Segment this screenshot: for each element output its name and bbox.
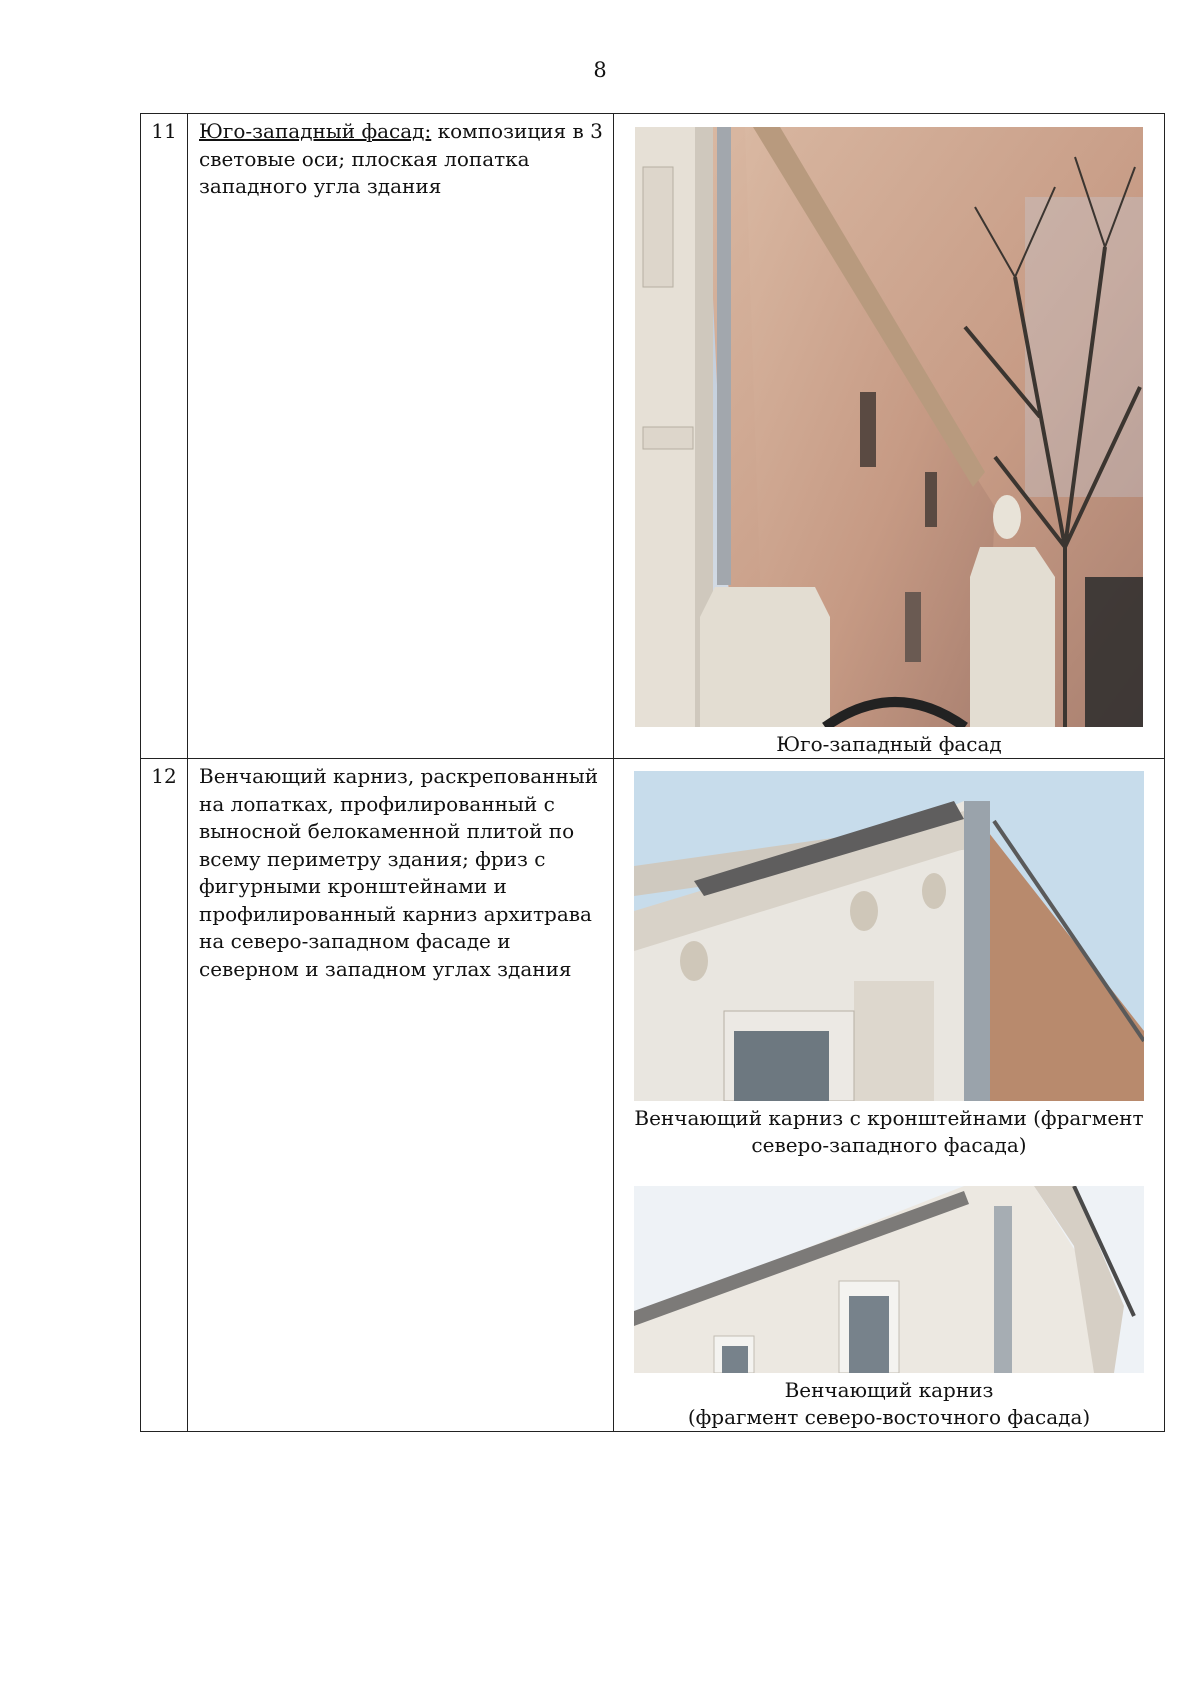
photo-southwest-facade [635, 127, 1143, 727]
page-number: 8 [593, 58, 607, 82]
photo-caption: Венчающий карниз с кронштейнами (фрагмент северо-западного фасада) [634, 1106, 1144, 1157]
photo-caption: Юго-западный фасад [776, 732, 1002, 756]
photo-cell [614, 114, 1165, 759]
facade-title: Юго-западный фасад: [199, 119, 432, 143]
photo-caption-line: (фрагмент северо-восточного фасада) [687, 1405, 1091, 1429]
object-table [140, 113, 1165, 1432]
photo-cell [614, 759, 1165, 1432]
photo-cornice-northeast [634, 1186, 1144, 1373]
row-number: 11 [141, 114, 188, 759]
photo-cornice-northwest [634, 771, 1144, 1101]
row-number: 12 [141, 759, 188, 1432]
table-row [141, 114, 1165, 759]
photo-caption-line: Венчающий карниз [784, 1378, 994, 1402]
table-row [141, 759, 1165, 1432]
row-description [188, 114, 614, 759]
photo-caption [614, 1377, 1164, 1431]
facade-description: композиция в 3 световые оси; плоская лопатка западного угла здания [199, 119, 603, 198]
row-description: Венчающий карниз, раскрепованный на лопатках, профилированный с выносной белокаменной плитой по всему периметру здания; фриз с фигурными кронштейнами и профилированный карниз архитрава на северо-западном фасаде и северном и западном углах здания [188, 759, 614, 1432]
